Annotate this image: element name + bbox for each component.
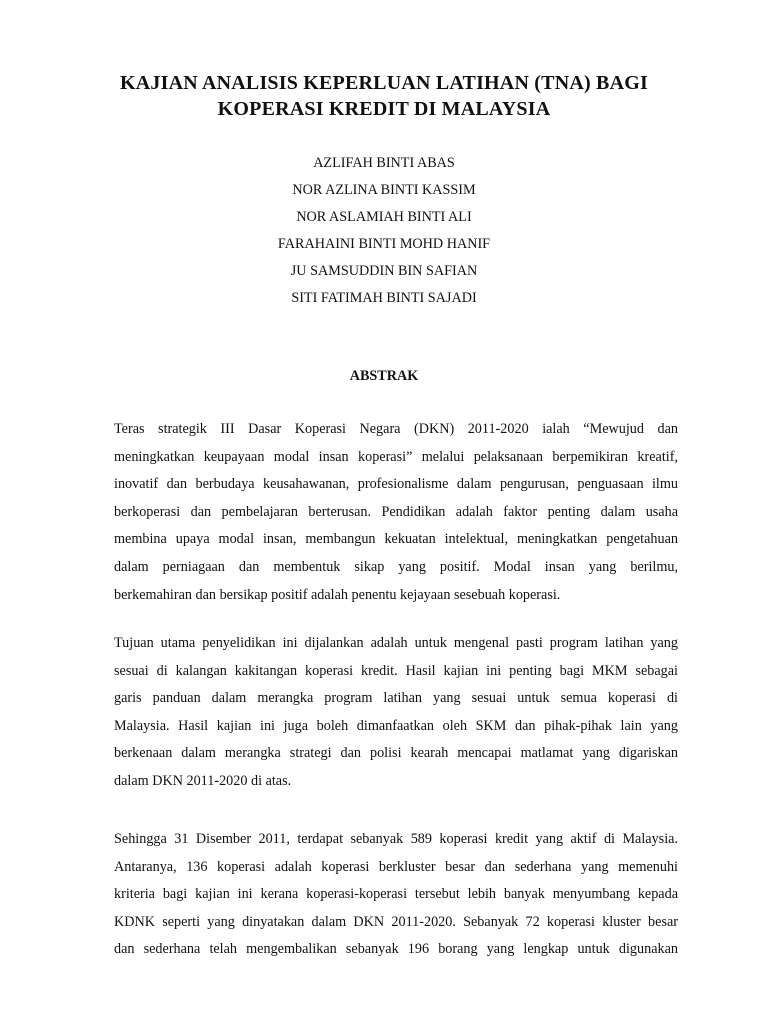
text-line: garis panduan dalam merangka program latihan yang sesuai untuk semua koperasi di — [114, 690, 678, 707]
text-line: kriteria bagi kajian ini kerana koperasi-koperasi tersebut lebih banyak menyumbang kepada — [114, 886, 678, 903]
text-line: Sehingga 31 Disember 2011, terdapat sebanyak 589 koperasi kredit yang aktif di Malaysia. — [114, 831, 678, 847]
author-list — [90, 150, 678, 312]
text-line: dalam DKN 2011-2020 di atas. — [114, 772, 292, 789]
author-name: JU SAMSUDDIN BIN SAFIAN — [290, 263, 478, 279]
abstract-heading: ABSTRAK — [349, 368, 419, 384]
text-line: Antaranya, 136 koperasi adalah koperasi berkluster besar dan sederhana yang memenuhi — [114, 858, 678, 875]
author-name: AZLIFAH BINTI ABAS — [313, 155, 455, 171]
text-line: berkenaan dalam merangka strategi dan polisi kearah mencapai matlamat yang digariskan — [114, 745, 678, 762]
text-line: berkoperasi dan pembelajaran berterusan. Pendidikan adalah faktor penting dalam usaha — [114, 503, 678, 520]
text-line: Teras strategik III Dasar Koperasi Negara (DKN) 2011-2020 ialah “Mewujud dan — [114, 421, 678, 437]
text-line: Tujuan utama penyelidikan ini dijalankan adalah untuk mengenal pasti program latihan yang — [114, 635, 678, 651]
text-line: Malaysia. Hasil kajian ini juga boleh dimanfaatkan oleh SKM dan pihak-pihak lain yang — [114, 717, 678, 734]
text-line: berkemahiran dan bersikap positif adalah penentu kejayaan sesebuah koperasi. — [114, 586, 561, 603]
paper-title — [90, 70, 678, 122]
author-name: SITI FATIMAH BINTI SAJADI — [291, 290, 477, 306]
text-line: meningkatkan keupayaan modal insan koperasi” melalui pelaksanaan berpemikiran kreatif, — [114, 448, 678, 465]
text-line: dan sederhana telah mengembalikan sebanyak 196 borang yang lengkap untuk digunakan — [114, 941, 678, 958]
text-line: sesuai di kalangan kakitangan koperasi kredit. Hasil kajian ini penting bagi MKM sebagai — [114, 662, 678, 679]
text-line: membina upaya modal insan, membangun kekuatan intelektual, meningkatkan pengetahuan — [114, 531, 678, 548]
title-line: KOPERASI KREDIT DI MALAYSIA — [217, 98, 551, 120]
text-line: inovatif dan berbudaya keusahawanan, profesionalisme dalam pengurusan, penguasaan ilmu — [114, 476, 678, 493]
author-name: FARAHAINI BINTI MOHD HANIF — [277, 236, 491, 252]
text-line: KDNK seperti yang dinyatakan dalam DKN 2011-2020. Sebanyak 72 koperasi kluster besar — [114, 913, 678, 930]
abstract-paragraph-3 — [114, 826, 678, 964]
abstract-paragraph-1 — [114, 416, 678, 609]
title-line: KAJIAN ANALISIS KEPERLUAN LATIHAN (TNA) BAGI — [120, 72, 648, 94]
author-name: NOR ASLAMIAH BINTI ALI — [296, 209, 472, 225]
author-name: NOR AZLINA BINTI KASSIM — [292, 182, 476, 198]
abstract-paragraph-2 — [114, 630, 678, 796]
text-line: dalam perniagaan dan membentuk sikap yang positif. Modal insan yang berilmu, — [114, 558, 678, 575]
